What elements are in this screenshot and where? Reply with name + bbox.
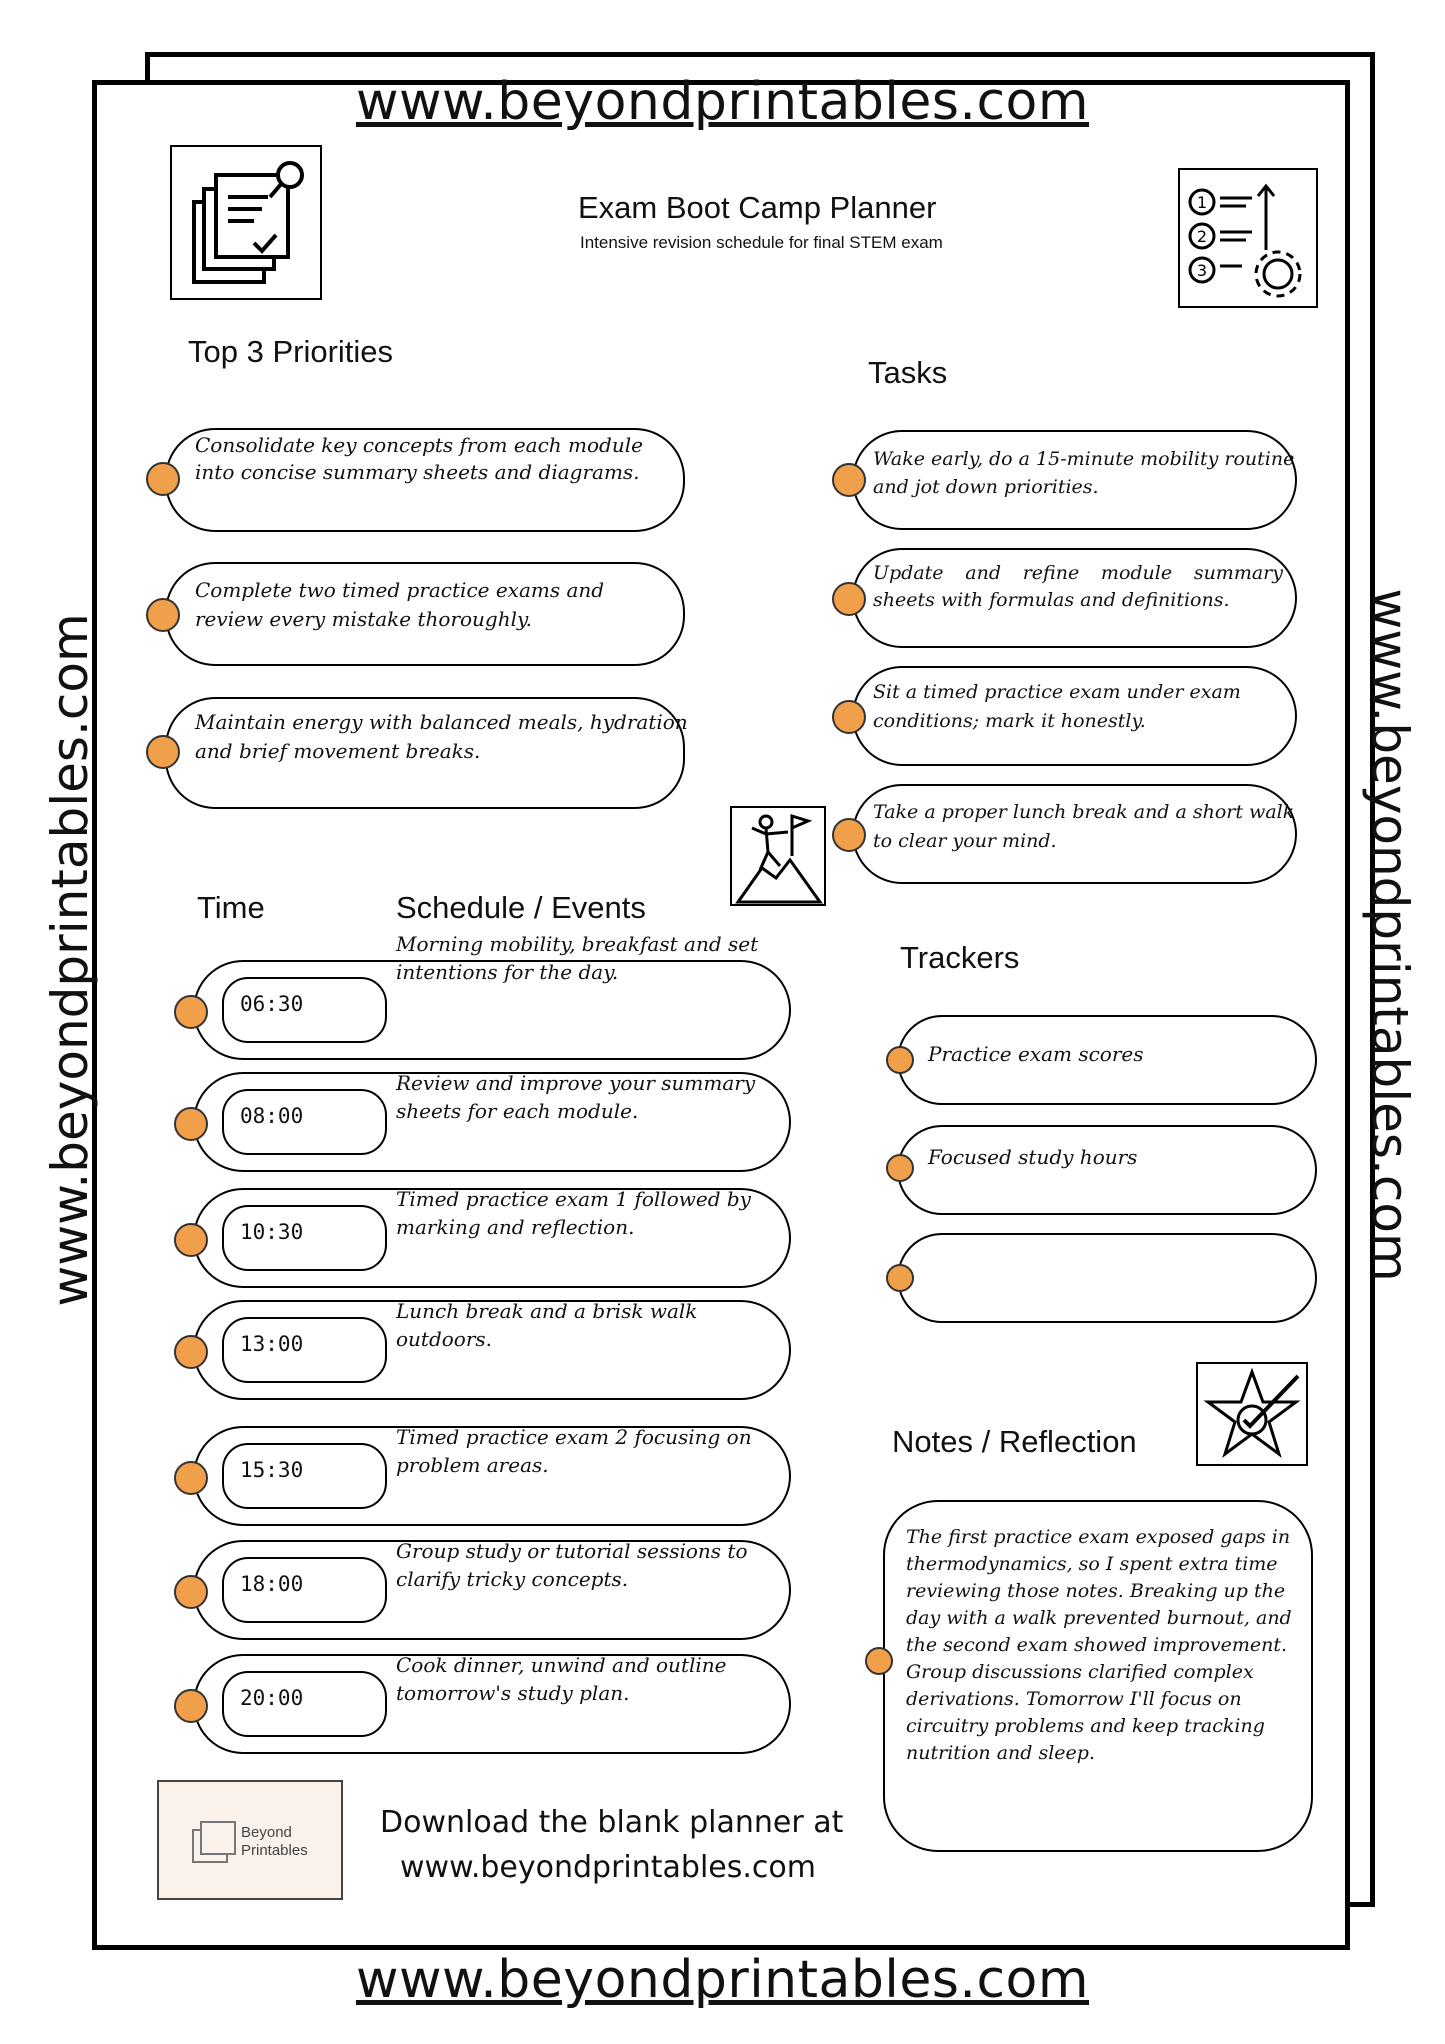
time-field[interactable]: 15:30 (222, 1443, 387, 1509)
time-field[interactable]: 20:00 (222, 1671, 387, 1737)
tracker-bullet (886, 1046, 914, 1074)
tracker-bullet (886, 1154, 914, 1182)
schedule-bullet (174, 995, 208, 1029)
download-line-1: Download the blank planner at (380, 1805, 844, 1840)
left-url[interactable]: www.beyondprintables.com (41, 613, 99, 1307)
top-url[interactable]: www.beyondprintables.com (355, 72, 1090, 132)
time-field[interactable]: 08:00 (222, 1089, 387, 1155)
logo-text-line1: Beyond (241, 1824, 292, 1841)
time-field[interactable]: 13:00 (222, 1317, 387, 1383)
priority-bullet (146, 735, 180, 769)
priority-list-gear-icon (1178, 168, 1318, 308)
tracker-item[interactable] (897, 1233, 1317, 1323)
event-text: Morning mobility, breakfast and set intentions for the day. (396, 932, 759, 984)
priority-text: Consolidate key concepts from each module into concise summary sheets and diagrams. (195, 433, 643, 484)
priority-bullet (146, 462, 180, 496)
time-field[interactable]: 10:30 (222, 1205, 387, 1271)
tracker-bullet (886, 1264, 914, 1292)
tasks-heading: Tasks (868, 355, 948, 390)
planner-title: Exam Boot Camp Planner (578, 190, 937, 225)
task-bullet (832, 818, 866, 852)
climber-summit-icon (730, 806, 826, 906)
notes-heading: Notes / Reflection (892, 1424, 1137, 1459)
beyond-printables-logo[interactable] (157, 1780, 343, 1900)
tracker-label: Focused study hours (928, 1145, 1138, 1169)
event-text: Lunch break and a brisk walk outdoors. (396, 1299, 698, 1351)
right-url[interactable]: www.beyondprintables.com (1361, 588, 1419, 1282)
svg-text:3: 3 (1196, 261, 1208, 280)
schedule-bullet (174, 1575, 208, 1609)
notes-bullet (865, 1647, 893, 1675)
task-bullet (832, 582, 866, 616)
svg-text:1: 1 (1196, 193, 1208, 212)
clipboard-icon (170, 145, 322, 300)
task-text: Wake early, do a 15-minute mobility routine and jot down priorities. (873, 448, 1295, 498)
priority-text: Complete two timed practice exams and review every mistake thoroughly. (195, 578, 605, 631)
priorities-heading: Top 3 Priorities (188, 334, 394, 369)
event-text: Group study or tutorial sessions to clarify tricky concepts. (396, 1539, 748, 1591)
event-text: Review and improve your summary sheets for each module. (396, 1071, 756, 1123)
event-text: Cook dinner, unwind and outline tomorrow's study plan. (396, 1653, 727, 1705)
time-field[interactable]: 18:00 (222, 1557, 387, 1623)
trackers-heading: Trackers (900, 940, 1020, 975)
task-text: Update and refine module summary sheets with formulas and definitions. (873, 562, 1283, 611)
priority-bullet (146, 598, 180, 632)
download-line-2[interactable]: www.beyondprintables.com (400, 1850, 817, 1885)
task-text: Take a proper lunch break and a short walk to clear your mind. (873, 801, 1295, 852)
notes-text: The first practice exam exposed gaps in thermodynamics, so I spent extra time reviewing those notes. Breaking up the day with a walk prevented burnout, and the second exam showed improvement. Group discussions clarified complex derivations. Tomorrow I'll focus on circuitry problems and keep tracking nutrition and sleep. (906, 1526, 1292, 1764)
schedule-bullet (174, 1689, 208, 1723)
planner-subtitle: Intensive revision schedule for final STEM exam (580, 233, 943, 252)
tracker-label: Practice exam scores (928, 1042, 1144, 1066)
task-bullet (832, 700, 866, 734)
time-heading: Time (197, 890, 265, 925)
logo-text-line2: Printables (241, 1842, 308, 1859)
schedule-bullet (174, 1107, 208, 1141)
event-text: Timed practice exam 2 focusing on problem areas. (396, 1425, 752, 1477)
event-text: Timed practice exam 1 followed by marking and reflection. (396, 1187, 751, 1239)
schedule-bullet (174, 1223, 208, 1257)
star-check-icon (1196, 1362, 1308, 1466)
time-field[interactable]: 06:30 (222, 977, 387, 1043)
svg-text:2: 2 (1196, 227, 1208, 246)
schedule-bullet (174, 1461, 208, 1495)
task-text: Sit a timed practice exam under exam conditions; mark it honestly. (873, 681, 1241, 732)
task-bullet (832, 463, 866, 497)
schedule-heading: Schedule / Events (396, 890, 646, 925)
priority-text: Maintain energy with balanced meals, hydration and brief movement breaks. (195, 710, 688, 763)
schedule-bullet (174, 1335, 208, 1369)
bottom-url[interactable]: www.beyondprintables.com (355, 1950, 1090, 2010)
